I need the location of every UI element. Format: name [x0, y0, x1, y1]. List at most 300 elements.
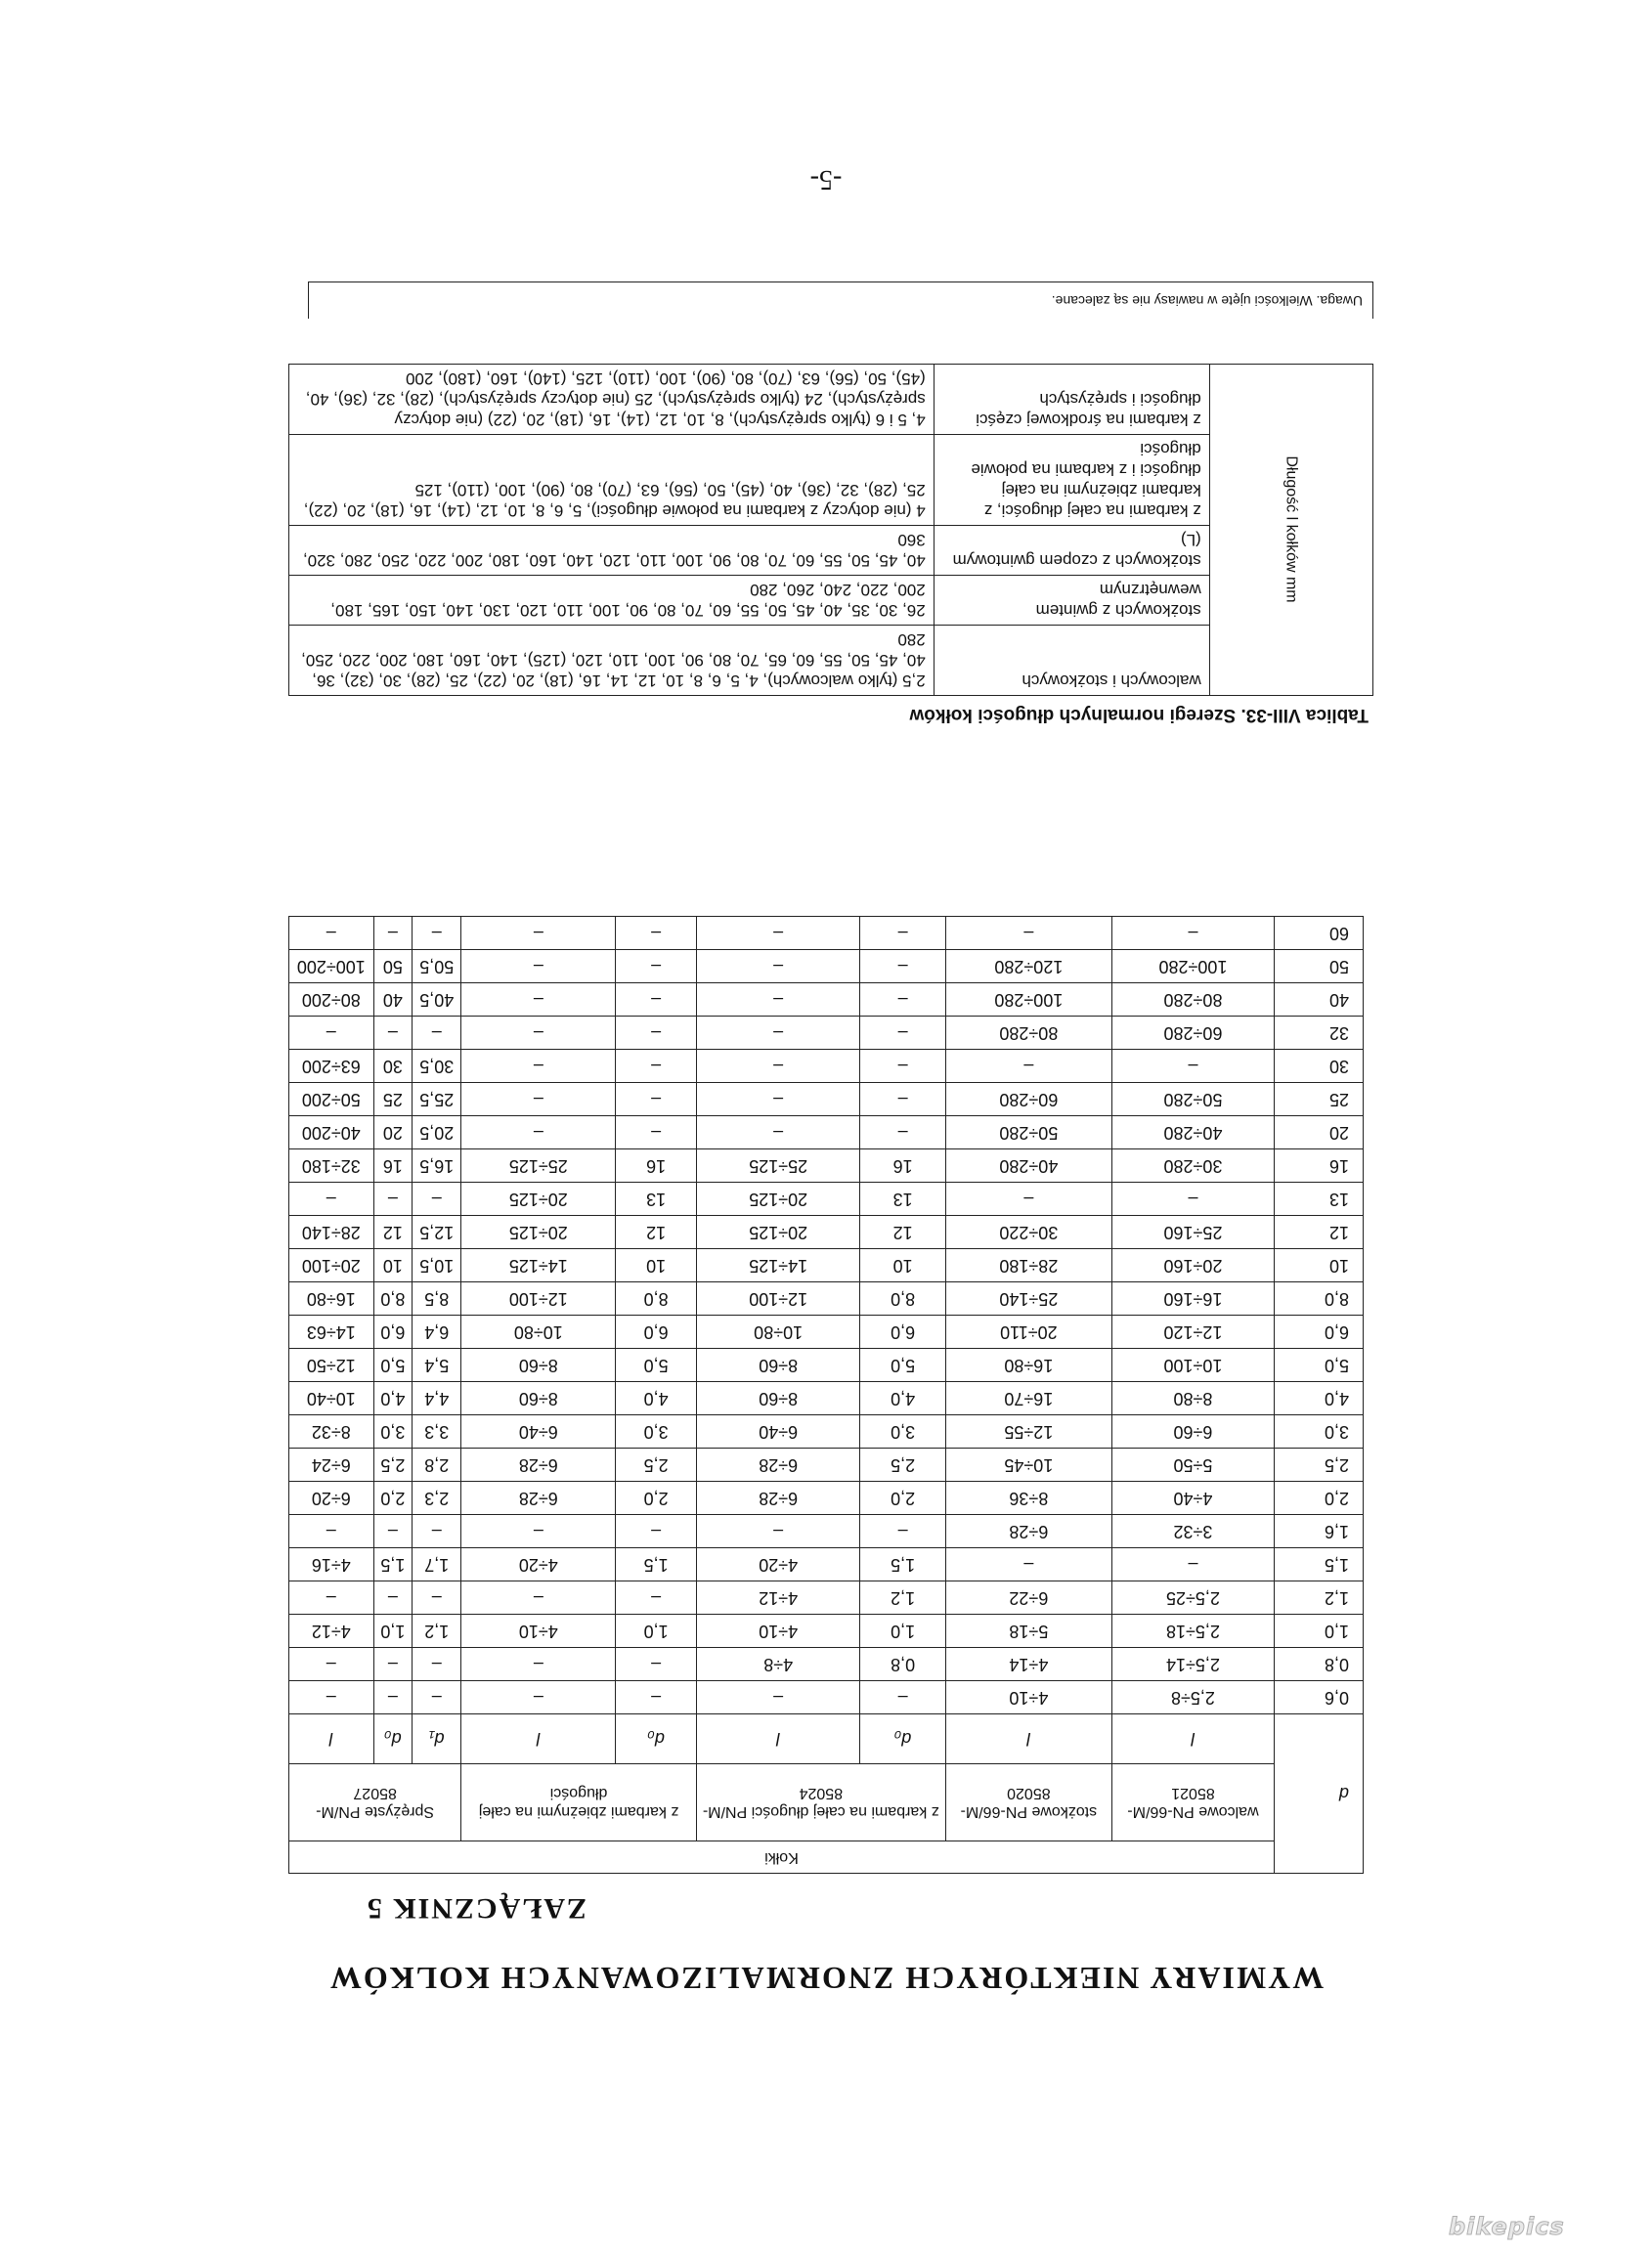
table-cell: 20÷125 — [696, 1216, 860, 1249]
table-row — [289, 1050, 1364, 1083]
diameter-cell: 2,5 — [1275, 1449, 1364, 1482]
table-cell: 2,5 — [860, 1449, 945, 1482]
table-cell: 1,7 — [413, 1548, 461, 1581]
table-cell: – — [373, 1017, 413, 1050]
table-cell: – — [860, 950, 945, 983]
table-cell: – — [860, 983, 945, 1017]
table-cell: 10÷40 — [289, 1382, 374, 1415]
table-cell: 10÷80 — [461, 1316, 616, 1349]
pin-kind-cell: stożkowych z czopem gwintowym (L) — [934, 526, 1209, 576]
table-cell: 2,0 — [373, 1482, 413, 1515]
table-cell: 50÷280 — [1111, 1083, 1274, 1116]
symbol-header: l — [1111, 1714, 1274, 1764]
table-cell: 2,5÷25 — [1111, 1581, 1274, 1615]
diameter-cell: 30 — [1275, 1050, 1364, 1083]
length-side-header — [1209, 365, 1372, 696]
table-cell: 1,5 — [373, 1548, 413, 1581]
table-cell: 4÷10 — [461, 1615, 616, 1648]
table-cell: 6÷28 — [945, 1515, 1111, 1548]
table-row — [289, 1382, 1364, 1415]
table-cell: 6÷28 — [461, 1482, 616, 1515]
table-cell: 1,0 — [616, 1615, 696, 1648]
table-cell: 8,5 — [413, 1282, 461, 1316]
table-cell: – — [289, 1515, 374, 1548]
table-cell: 20÷125 — [461, 1216, 616, 1249]
table-cell: 6,4 — [413, 1316, 461, 1349]
header-cylindrical: walcowe PN-66/M-85021 — [1111, 1764, 1274, 1841]
diameter-cell: 2,0 — [1275, 1482, 1364, 1515]
diameter-cell: 13 — [1275, 1183, 1364, 1216]
table-cell: – — [860, 1515, 945, 1548]
table-cell: 16÷80 — [945, 1349, 1111, 1382]
table-cell: – — [461, 1681, 616, 1714]
table-cell: – — [616, 917, 696, 950]
table-cell: 20÷125 — [696, 1183, 860, 1216]
table-cell: – — [373, 917, 413, 950]
table-cell: 50÷280 — [945, 1116, 1111, 1149]
table-cell: 20 — [373, 1116, 413, 1149]
table-cell: 4÷8 — [696, 1648, 860, 1681]
table-cell: – — [945, 1548, 1111, 1581]
table-cell: 6÷60 — [1111, 1415, 1274, 1449]
table-cell: – — [461, 1017, 616, 1050]
table-cell: 10÷100 — [1111, 1349, 1274, 1382]
diameter-cell: 0,8 — [1275, 1648, 1364, 1681]
table-cell: 10 — [373, 1249, 413, 1282]
table-row — [289, 1515, 1364, 1548]
table-cell: 4,0 — [373, 1382, 413, 1415]
table-row — [289, 1581, 1364, 1615]
table-cell: 8÷60 — [696, 1349, 860, 1382]
table-cell: 12÷55 — [945, 1415, 1111, 1449]
header-tapered: stożkowe PN-66/M-85020 — [945, 1764, 1111, 1841]
table-row — [289, 1482, 1364, 1515]
diameter-cell: 1,0 — [1275, 1615, 1364, 1648]
table-cell: 20÷100 — [289, 1249, 374, 1282]
table-cell: 5,4 — [413, 1349, 461, 1382]
diameter-cell: 40 — [1275, 983, 1364, 1017]
diameter-cell: 4,0 — [1275, 1382, 1364, 1415]
table-cell: 1,2 — [413, 1615, 461, 1648]
table-row — [289, 1316, 1364, 1349]
table-row — [289, 1681, 1364, 1714]
table-cell: – — [289, 1648, 374, 1681]
table-cell: 8,0 — [373, 1282, 413, 1316]
table-cell: – — [696, 917, 860, 950]
table-cell: – — [413, 1515, 461, 1548]
table-cell: 8÷60 — [461, 1382, 616, 1415]
table-cell: 12÷100 — [461, 1282, 616, 1316]
table-cell: 6,0 — [373, 1316, 413, 1349]
table-cell: 32÷180 — [289, 1149, 374, 1183]
table-row — [289, 950, 1364, 983]
table-row — [289, 983, 1364, 1017]
diameter-cell: 25 — [1275, 1083, 1364, 1116]
table-row — [289, 1017, 1364, 1050]
table-row — [289, 1648, 1364, 1681]
table-cell: 14÷125 — [461, 1249, 616, 1282]
diameter-cell: 12 — [1275, 1216, 1364, 1249]
table-cell: 6,0 — [860, 1316, 945, 1349]
table-cell: 3,0 — [616, 1415, 696, 1449]
table-cell: – — [289, 1017, 374, 1050]
table-cell: 16÷70 — [945, 1382, 1111, 1415]
table-cell: 25 — [373, 1083, 413, 1116]
table-cell: 25÷160 — [1111, 1216, 1274, 1249]
table-cell: 4÷10 — [696, 1615, 860, 1648]
table-cell: – — [616, 983, 696, 1017]
table-cell: – — [461, 1581, 616, 1615]
page-number: -5- — [809, 164, 843, 195]
pin-table-body — [289, 917, 1364, 1714]
table-cell: 25,5 — [413, 1083, 461, 1116]
symbol-header: d₀ — [616, 1714, 696, 1764]
table-cell: 20÷110 — [945, 1316, 1111, 1349]
table-cell: 14÷125 — [696, 1249, 860, 1282]
table-cell: 5,0 — [860, 1349, 945, 1382]
table-cell: 1,2 — [860, 1581, 945, 1615]
length-series-table — [288, 364, 1373, 696]
table-cell: 5÷50 — [1111, 1449, 1274, 1482]
table-row — [289, 917, 1364, 950]
table-cell: – — [413, 1017, 461, 1050]
diameter-cell: 5,0 — [1275, 1349, 1364, 1382]
table-cell: 8÷32 — [289, 1415, 374, 1449]
table-cell: – — [860, 1017, 945, 1050]
table-cell: 6÷28 — [696, 1482, 860, 1515]
table-cell: 60÷280 — [945, 1083, 1111, 1116]
diameter-cell: 16 — [1275, 1149, 1364, 1183]
table-cell: 3÷32 — [1111, 1515, 1274, 1548]
table-cell: 8,0 — [860, 1282, 945, 1316]
table-cell: – — [461, 1515, 616, 1548]
table-cell: – — [616, 1050, 696, 1083]
table-row — [289, 1116, 1364, 1149]
table-cell: 2,0 — [616, 1482, 696, 1515]
table-cell: 40,5 — [413, 983, 461, 1017]
pin-dimensions-table — [288, 916, 1364, 1874]
table-cell: 16÷160 — [1111, 1282, 1274, 1316]
table-cell: – — [860, 1083, 945, 1116]
table-cell: 6,0 — [616, 1316, 696, 1349]
table-cell: 30÷220 — [945, 1216, 1111, 1249]
symbol-header: l — [289, 1714, 374, 1764]
table-cell: – — [1111, 1050, 1274, 1083]
table-row — [289, 1615, 1364, 1648]
table-cell: 28÷140 — [289, 1216, 374, 1249]
table-cell: 10 — [860, 1249, 945, 1282]
table-cell: 12,5 — [413, 1216, 461, 1249]
table-cell: – — [945, 1050, 1111, 1083]
table-cell: – — [461, 1648, 616, 1681]
table-cell: 4÷40 — [1111, 1482, 1274, 1515]
group-header-kolki: Kołki — [289, 1841, 1275, 1874]
page-title: WYMIARY NIEKTÓRYCH ZNORMALIZOWANYCH KOLKÓW — [327, 1961, 1325, 1996]
table-cell: 16 — [373, 1149, 413, 1183]
table-row — [289, 1415, 1364, 1449]
table-cell: 8÷80 — [1111, 1382, 1274, 1415]
table-cell: – — [413, 1648, 461, 1681]
pin-kind-cell: walcowych i stożkowych — [934, 626, 1209, 696]
table-cell: 1,0 — [373, 1615, 413, 1648]
table-row — [289, 1183, 1364, 1216]
symbol-header: l — [696, 1714, 860, 1764]
table-cell: – — [696, 983, 860, 1017]
table-row — [289, 1349, 1364, 1382]
table-cell: – — [289, 1183, 374, 1216]
table-cell: 12 — [373, 1216, 413, 1249]
table-cell: – — [413, 917, 461, 950]
pin-kind-cell: stożkowych z gwintem wewnętrznym — [934, 576, 1209, 626]
length-table-body — [289, 365, 1373, 696]
table-cell: 50 — [373, 950, 413, 983]
appendix-label: ZAŁĄCZNIK 5 — [365, 1892, 587, 1925]
table-cell: 13 — [860, 1183, 945, 1216]
table-cell: – — [289, 1681, 374, 1714]
table-cell: 12÷120 — [1111, 1316, 1274, 1349]
symbol-header: d₀ — [373, 1714, 413, 1764]
table-cell: 4÷20 — [696, 1548, 860, 1581]
table-cell: 4÷12 — [289, 1615, 374, 1648]
diameter-cell: 0,6 — [1275, 1681, 1364, 1714]
table-cell: 14÷63 — [289, 1316, 374, 1349]
table-cell: 100÷280 — [1111, 950, 1274, 983]
table-cell: 13 — [616, 1183, 696, 1216]
table-cell: – — [373, 1648, 413, 1681]
table-cell: – — [616, 1083, 696, 1116]
table-cell: 5÷18 — [945, 1615, 1111, 1648]
table-cell: 3,0 — [373, 1415, 413, 1449]
table-cell: 2,5 — [373, 1449, 413, 1482]
table-cell: 3,0 — [860, 1415, 945, 1449]
table-row — [289, 1282, 1364, 1316]
table-cell: 63÷200 — [289, 1050, 374, 1083]
table-cell: – — [373, 1183, 413, 1216]
table-row — [289, 626, 1373, 696]
table-cell: – — [461, 1050, 616, 1083]
table-cell: 0,8 — [860, 1648, 945, 1681]
table-cell: – — [616, 1116, 696, 1149]
table-cell: 6÷20 — [289, 1482, 374, 1515]
table-cell: – — [413, 1183, 461, 1216]
column-header-d: d — [1275, 1714, 1364, 1874]
table-cell: – — [696, 1083, 860, 1116]
length-table-note: Uwaga. Wielkości ujęte w nawiasy nie są zalecane. — [308, 282, 1373, 319]
table-cell: – — [1111, 917, 1274, 950]
table-cell: – — [461, 917, 616, 950]
table-cell: 2,5÷14 — [1111, 1648, 1274, 1681]
table-cell: – — [413, 1681, 461, 1714]
table-row — [289, 1548, 1364, 1581]
table-cell: 30,5 — [413, 1050, 461, 1083]
table-cell: 1,5 — [860, 1548, 945, 1581]
watermark-logo: bikepics — [1449, 2213, 1565, 2240]
table-cell: 10÷45 — [945, 1449, 1111, 1482]
table-cell: 4,4 — [413, 1382, 461, 1415]
table-cell: 80÷280 — [1111, 983, 1274, 1017]
table-cell: – — [616, 1017, 696, 1050]
table-cell: 8÷60 — [696, 1382, 860, 1415]
table-cell: 2,8 — [413, 1449, 461, 1482]
table-cell: 100÷280 — [945, 983, 1111, 1017]
table-cell: 2,5÷8 — [1111, 1681, 1274, 1714]
table-cell: 10 — [616, 1249, 696, 1282]
table-cell: 16,5 — [413, 1149, 461, 1183]
table-cell: 100÷200 — [289, 950, 374, 983]
symbol-header: d₀ — [860, 1714, 945, 1764]
table-cell: 6÷28 — [696, 1449, 860, 1482]
table-cell: – — [860, 1116, 945, 1149]
table-cell: – — [696, 1116, 860, 1149]
diameter-cell: 20 — [1275, 1116, 1364, 1149]
table-cell: – — [373, 1681, 413, 1714]
table-cell: 16 — [616, 1149, 696, 1183]
table-cell: – — [860, 1681, 945, 1714]
table-cell: 20,5 — [413, 1116, 461, 1149]
table-row — [289, 1083, 1364, 1116]
table-cell: 40÷200 — [289, 1116, 374, 1149]
table-cell: – — [289, 1581, 374, 1615]
table-cell: – — [860, 917, 945, 950]
table-cell: – — [373, 1515, 413, 1548]
table-cell: 6÷24 — [289, 1449, 374, 1482]
diameter-cell: 1,6 — [1275, 1515, 1364, 1548]
table-cell: 40 — [373, 983, 413, 1017]
table-cell: 80÷200 — [289, 983, 374, 1017]
diameter-cell: 8,0 — [1275, 1282, 1364, 1316]
table-cell: 6÷22 — [945, 1581, 1111, 1615]
table-cell: 4,0 — [616, 1382, 696, 1415]
table-cell: 30÷280 — [1111, 1149, 1274, 1183]
table-cell: – — [616, 950, 696, 983]
table-cell: 60÷280 — [1111, 1017, 1274, 1050]
table-cell: 1,5 — [616, 1548, 696, 1581]
symbol-header: l — [945, 1714, 1111, 1764]
table-cell: 12÷50 — [289, 1349, 374, 1382]
table-cell: 16÷80 — [289, 1282, 374, 1316]
table-cell: – — [289, 917, 374, 950]
table-cell: 4÷10 — [945, 1681, 1111, 1714]
length-values-cell: 26, 30, 35, 40, 45, 50, 55, 60, 70, 80, 90, 100, 110, 120, 130, 140, 150, 165, 180, 200, 220, 240, 260, 280 — [289, 576, 935, 626]
table-row — [289, 1216, 1364, 1249]
table-cell: 120÷280 — [945, 950, 1111, 983]
diameter-cell: 1,5 — [1275, 1548, 1364, 1581]
length-table-caption: Tablica VIII-33. Szeregi normalnych długości kołków — [909, 705, 1369, 725]
table-cell: 40÷280 — [1111, 1116, 1274, 1149]
table-cell: – — [461, 1083, 616, 1116]
table-cell: 10÷80 — [696, 1316, 860, 1349]
table-cell: 2,5÷18 — [1111, 1615, 1274, 1648]
table-cell: – — [616, 1515, 696, 1548]
table-cell: 6÷40 — [461, 1415, 616, 1449]
table-cell: 12÷100 — [696, 1282, 860, 1316]
table-cell: 4÷14 — [945, 1648, 1111, 1681]
table-cell: 8÷36 — [945, 1482, 1111, 1515]
table-row — [289, 1249, 1364, 1282]
table-cell: – — [373, 1581, 413, 1615]
table-cell: – — [461, 1116, 616, 1149]
table-cell: 2,5 — [616, 1449, 696, 1482]
diameter-cell: 60 — [1275, 917, 1364, 950]
table-cell: – — [616, 1581, 696, 1615]
table-cell: 5,0 — [373, 1349, 413, 1382]
table-cell: 4÷16 — [289, 1548, 374, 1581]
table-cell: 10,5 — [413, 1249, 461, 1282]
table-cell: – — [696, 1515, 860, 1548]
table-cell: 20÷125 — [461, 1183, 616, 1216]
table-row — [289, 1149, 1364, 1183]
table-cell: – — [1111, 1183, 1274, 1216]
table-cell: 16 — [860, 1149, 945, 1183]
table-cell: – — [1111, 1548, 1274, 1581]
table-cell: 25÷125 — [461, 1149, 616, 1183]
diameter-cell: 6,0 — [1275, 1316, 1364, 1349]
diameter-cell: 1,2 — [1275, 1581, 1364, 1615]
table-cell: – — [696, 1681, 860, 1714]
table-cell: – — [413, 1581, 461, 1615]
length-values-cell: 4 (nie dotyczy z karbami na połowie długości), 5, 6, 8, 10, 12, (14), 16, (18), 20, (22), 25, (28), 32, (36), 40, (45), 50, (56), 63, (70), 80, (90), 100, (110), 125 — [289, 435, 935, 526]
pin-kind-cell: z karbami na środkowej części długości i sprężystych — [934, 365, 1209, 435]
table-cell: 6÷28 — [461, 1449, 616, 1482]
table-cell: – — [461, 950, 616, 983]
table-cell: – — [945, 1183, 1111, 1216]
table-cell: – — [696, 1017, 860, 1050]
diameter-cell: 10 — [1275, 1249, 1364, 1282]
table-cell: 2,0 — [860, 1482, 945, 1515]
table-cell: 5,0 — [616, 1349, 696, 1382]
length-values-cell: 2,5 (tylko walcowych), 4, 5, 6, 8, 10, 12, 14, 16, (18), 20, (22), 25, (28), 30, (32), 36, 40, 45, 50, 55, 60, 65, 70, 80, 90, 100, 110, 120, (125), 140, 160, 180, 200, 220, 250, 280 — [289, 626, 935, 696]
table-cell: 1,0 — [860, 1615, 945, 1648]
header-grooved-full: z karbami na całej długości PN/M-85024 — [696, 1764, 945, 1841]
table-cell: – — [461, 983, 616, 1017]
table-cell: – — [860, 1050, 945, 1083]
length-values-cell: 4, 5 i 6 (tylko sprężystych), 8, 10, 12, (14), 16, (18), 20, (22) (nie dotyczy sprężystych), 24 (tylko sprężystych), 25 (nie dotyczy sprężystych), (28), 32, (36), 40, (45), 50, (56), 63, (70), 80, (90), 100, (110), 125, (140), 160, (180), 200 — [289, 365, 935, 435]
table-cell: 20÷160 — [1111, 1249, 1274, 1282]
length-side-header-label: Długość l kołków mm — [1282, 455, 1300, 603]
table-cell: 4÷12 — [696, 1581, 860, 1615]
table-cell: – — [616, 1681, 696, 1714]
table-cell: – — [696, 950, 860, 983]
table-cell: 25÷140 — [945, 1282, 1111, 1316]
table-cell: – — [945, 917, 1111, 950]
header-grooved-tapered: z karbami zbieżnymi na całej długości — [461, 1764, 697, 1841]
table-cell: 50,5 — [413, 950, 461, 983]
table-cell: 25÷125 — [696, 1149, 860, 1183]
diameter-cell: 32 — [1275, 1017, 1364, 1050]
table-cell: 4,0 — [860, 1382, 945, 1415]
length-values-cell: 40, 45, 50, 55, 60, 70, 80, 90, 100, 110, 120, 140, 160, 180, 200, 220, 250, 280, 320, 360 — [289, 526, 935, 576]
table-cell: 50÷200 — [289, 1083, 374, 1116]
table-cell: – — [696, 1050, 860, 1083]
symbol-header: d₁ — [413, 1714, 461, 1764]
table-cell: 80÷280 — [945, 1017, 1111, 1050]
diameter-cell: 50 — [1275, 950, 1364, 983]
table-cell: 3,3 — [413, 1415, 461, 1449]
table-cell: 6÷40 — [696, 1415, 860, 1449]
symbol-header: l — [461, 1714, 616, 1764]
header-spring: Sprężyste PN/M-85027 — [289, 1764, 461, 1841]
table-cell: 4÷20 — [461, 1548, 616, 1581]
table-row — [289, 1449, 1364, 1482]
table-cell: 28÷180 — [945, 1249, 1111, 1282]
table-cell: 8÷60 — [461, 1349, 616, 1382]
diameter-cell: 3,0 — [1275, 1415, 1364, 1449]
pin-kind-cell: z karbami na całej długości, z karbami zbieżnymi na całej długości i z karbami na połowie długości — [934, 435, 1209, 526]
table-cell: 30 — [373, 1050, 413, 1083]
table-cell: 12 — [616, 1216, 696, 1249]
table-cell: 40÷280 — [945, 1149, 1111, 1183]
table-cell: – — [616, 1648, 696, 1681]
